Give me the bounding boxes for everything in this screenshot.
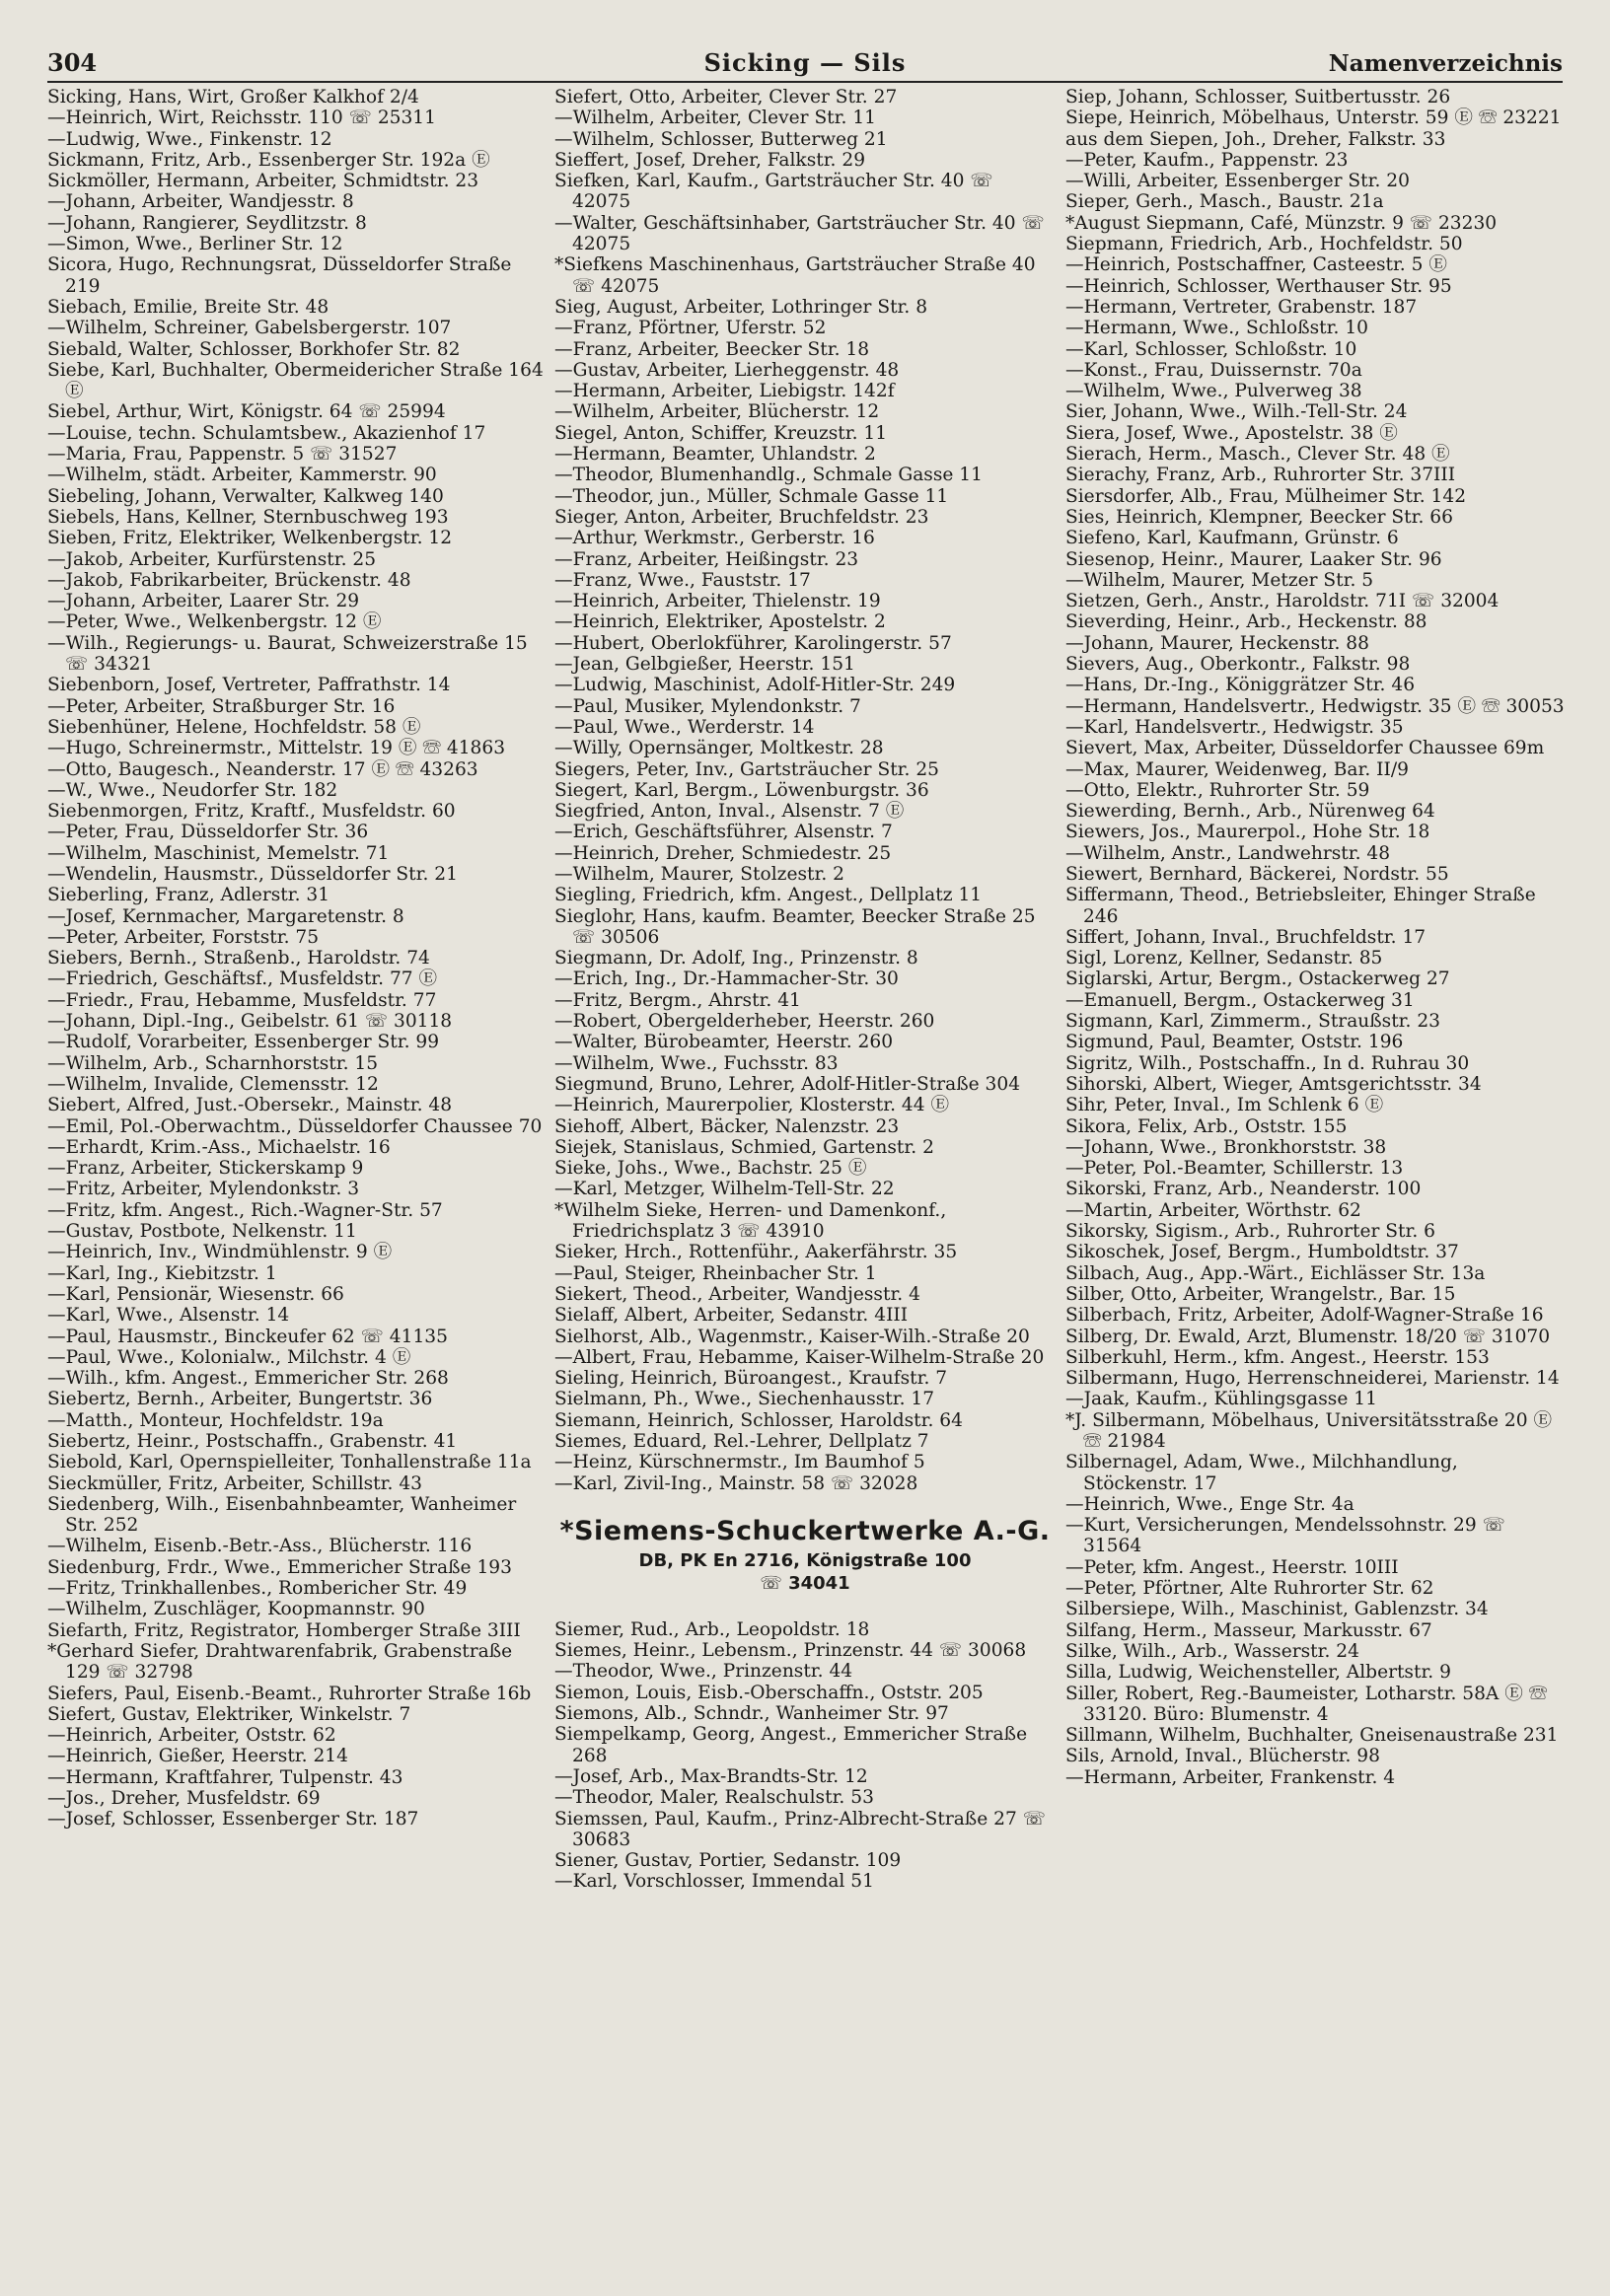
directory-entry: —Heinrich, Arbeiter, Thielenstr. 19 [554, 591, 881, 612]
directory-entry: —Hermann, Handelsvertr., Hedwigstr. 35 Ⓔ ☏ 30053 [1065, 695, 1565, 717]
directory-entry: —Theodor, jun., Müller, Schmale Gasse 11 [554, 485, 949, 507]
directory-entry: —Heinrich, Postschaffner, Casteestr. 5 Ⓔ [1065, 254, 1447, 276]
directory-entry: Siener, Gustav, Portier, Sedanstr. 109 [554, 1850, 902, 1872]
directory-entry: Sielmann, Ph., Wwe., Siechenhausstr. 17 [554, 1389, 935, 1410]
directory-entry: Siefken, Karl, Kaufm., Gartsträucher Str. 40 ☏ 42075 [554, 171, 993, 213]
directory-entry: —Hermann, Vertreter, Grabenstr. 187 [1065, 296, 1418, 318]
directory-entry: Siedenberg, Wilh., Eisenbahnbeamter, Wanheimer Str. 252 [47, 1493, 517, 1537]
directory-entry: Silke, Wilh., Arb., Wasserstr. 24 [1065, 1640, 1359, 1662]
directory-entry: —Karl, Pensionär, Wiesenstr. 66 [47, 1283, 344, 1305]
directory-entry: Siegers, Peter, Inv., Gartsträucher Str. 25 [554, 758, 940, 780]
directory-entry: —Karl, Vorschlosser, Immendal 51 [554, 1871, 874, 1893]
directory-entry: Sieling, Heinrich, Büroangest., Kraufstr. 7 [554, 1368, 948, 1390]
column-2-bottom-entries [554, 1619, 1056, 1893]
directory-entry: Sier, Johann, Wwe., Wilh.-Tell-Str. 24 [1065, 401, 1408, 423]
directory-entry: Siepe, Heinrich, Möbelhaus, Unterstr. 59 Ⓔ ☏ 23221 [1065, 108, 1562, 129]
directory-entry: —Johann, Rangierer, Seydlitzstr. 8 [47, 212, 367, 234]
directory-entry: Sickmöller, Hermann, Arbeiter, Schmidtstr. 23 [47, 171, 479, 192]
directory-entry: —Otto, Baugesch., Neanderstr. 17 Ⓔ ☏ 43263 [47, 758, 478, 780]
directory-entry: Sieger, Anton, Arbeiter, Bruchfeldstr. 23 [554, 506, 929, 528]
directory-entry: —Kurt, Versicherungen, Mendelssohnstr. 29 ☏ 31564 [1065, 1515, 1505, 1557]
directory-entry: —Wilhelm, Zuschläger, Koopmannstr. 90 [47, 1599, 425, 1620]
directory-entry: —Wilhelm, städt. Arbeiter, Kammerstr. 90 [47, 465, 437, 486]
directory-entry: Sieben, Fritz, Elektriker, Welkenbergstr. 12 [47, 528, 453, 549]
directory-entry: Siffert, Johann, Inval., Bruchfeldstr. 17 [1065, 926, 1427, 948]
directory-entry: *J. Silbermann, Möbelhaus, Universitätsstraße 20 Ⓔ ☏ 21984 [1065, 1409, 1553, 1452]
directory-entry: —Johann, Dipl.-Ing., Geibelstr. 61 ☏ 30118 [47, 1011, 453, 1033]
directory-entry: Sieper, Gerh., Masch., Baustr. 21a [1065, 191, 1384, 213]
directory-entry: Silbersiepe, Wilh., Maschinist, Gablenzstr. 34 [1065, 1599, 1489, 1620]
directory-entry: Siebald, Walter, Schlosser, Borkhofer Str. 82 [47, 338, 461, 360]
directory-entry: Sickmann, Fritz, Arb., Essenberger Str. 192a Ⓔ [47, 149, 490, 171]
directory-entry: Silber, Otto, Arbeiter, Wrangelstr., Bar. 15 [1065, 1283, 1456, 1305]
directory-entry: Siegmann, Dr. Adolf, Ing., Prinzenstr. 8 [554, 948, 918, 969]
directory-entry: —Jakob, Arbeiter, Kurfürstenstr. 25 [47, 548, 377, 570]
directory-entry: —Theodor, Maler, Realschulstr. 53 [554, 1787, 874, 1809]
directory-entry: —Ludwig, Wwe., Finkenstr. 12 [47, 128, 332, 150]
directory-entry: —Albert, Frau, Hebamme, Kaiser-Wilhelm-Straße 20 [554, 1346, 1045, 1368]
directory-entry: Siebert, Alfred, Just.-Obersekr., Mainstr. 48 [47, 1095, 453, 1116]
directory-entry: Sikorsky, Sigism., Arb., Ruhrorter Str. 6 [1065, 1221, 1435, 1243]
directory-entry: Siegling, Friedrich, kfm. Angest., Dellplatz 11 [554, 885, 983, 906]
directory-entry: —Karl, Metzger, Wilhelm-Tell-Str. 22 [554, 1179, 895, 1200]
directory-entry: *Siefkens Maschinenhaus, Gartsträucher Straße 40 ☏ 42075 [554, 254, 1036, 297]
directory-entry: —Matth., Monteur, Hochfeldstr. 19a [47, 1409, 384, 1431]
directory-entry: —Heinrich, Elektriker, Apostelstr. 2 [554, 611, 886, 633]
directory-entry: —Jaak, Kaufm., Kühlingsgasse 11 [1065, 1389, 1377, 1410]
directory-entry: Sievert, Max, Arbeiter, Düsseldorfer Chaussee 69m [1065, 738, 1545, 759]
directory-entry: Siebenmorgen, Fritz, Kraftf., Musfeldstr. 60 [47, 801, 456, 823]
directory-entry: —Johann, Arbeiter, Wandjesstr. 8 [47, 191, 354, 213]
directory-entry: Siejek, Stanislaus, Schmied, Gartenstr. 2 [554, 1136, 934, 1158]
directory-entry: —Theodor, Blumenhandlg., Schmale Gasse 11 [554, 465, 983, 486]
directory-entry: —Franz, Arbeiter, Beecker Str. 18 [554, 338, 870, 360]
directory-entry: —Simon, Wwe., Berliner Str. 12 [47, 234, 343, 255]
directory-entry: Silbermann, Hugo, Herrenschneiderei, Marienstr. 14 [1065, 1368, 1560, 1390]
directory-entry: Sihorski, Albert, Wieger, Amtsgerichtsstr. 34 [1065, 1073, 1482, 1095]
directory-entry: Siegmund, Bruno, Lehrer, Adolf-Hitler-Straße 304 [554, 1073, 1021, 1095]
directory-entry: Sielhorst, Alb., Wagenmstr., Kaiser-Wilh.-Straße 20 [554, 1326, 1030, 1347]
directory-entry: —Wilhelm, Wwe., Pulverweg 38 [1065, 381, 1362, 402]
directory-entry: Siefert, Gustav, Elektriker, Winkelstr. 7 [47, 1703, 411, 1725]
directory-entry: —W., Wwe., Neudorfer Str. 182 [47, 779, 338, 801]
directory-entry: Sietzen, Gerh., Anstr., Haroldstr. 71I ☏ 32004 [1065, 591, 1500, 612]
directory-entry: Silbach, Aug., App.-Wärt., Eichlässer Str. 13a [1065, 1262, 1486, 1284]
page-title: Sicking — Sils [703, 48, 907, 77]
directory-entry: —Paul, Steiger, Rheinbacher Str. 1 [554, 1262, 877, 1284]
directory-entry: —Gustav, Postbote, Nelkenstr. 11 [47, 1221, 357, 1243]
directory-entry: —Erich, Ing., Dr.-Hammacher-Str. 30 [554, 969, 899, 990]
directory-entry: Sielaff, Albert, Arbeiter, Sedanstr. 4III [554, 1305, 909, 1327]
directory-entry: Sigl, Lorenz, Kellner, Sedanstr. 85 [1065, 948, 1383, 969]
directory-entry: Siemer, Rud., Arb., Leopoldstr. 18 [554, 1618, 870, 1640]
directory-entry: Siempelkamp, Georg, Angest., Emmericher Straße 268 [554, 1724, 1028, 1766]
directory-entry: —Karl, Zivil-Ing., Mainstr. 58 ☏ 32028 [554, 1472, 918, 1494]
directory-entry: aus dem Siepen, Joh., Dreher, Falkstr. 33 [1065, 128, 1446, 150]
directory-entry: —Ludwig, Maschinist, Adolf-Hitler-Str. 249 [554, 675, 956, 696]
directory-entry: —Heinrich, Gießer, Heerstr. 214 [47, 1746, 348, 1767]
directory-entry: Siep, Johann, Schlosser, Suitbertusstr. 26 [1065, 87, 1451, 108]
directory-entry: —Wilhelm, Anstr., Landwehrstr. 48 [1065, 842, 1391, 864]
directory-entry: Sierach, Herm., Masch., Clever Str. 48 Ⓔ [1065, 444, 1450, 466]
directory-entry: —Peter, kfm. Angest., Heerstr. 10III [1065, 1556, 1399, 1578]
directory-entry: Siepmann, Friedrich, Arb., Hochfeldstr. 50 [1065, 234, 1463, 255]
directory-entry: —Peter, Wwe., Welkenbergstr. 12 Ⓔ [47, 611, 382, 633]
directory-entry: Siegert, Karl, Bergm., Löwenburgstr. 36 [554, 779, 929, 801]
column-3 [1065, 87, 1567, 1788]
directory-entry: —Fritz, Arbeiter, Mylendonkstr. 3 [47, 1179, 360, 1200]
directory-entry: —Hermann, Wwe., Schloßstr. 10 [1065, 318, 1368, 339]
column-1 [47, 87, 546, 1830]
directory-entry: —Johann, Arbeiter, Laarer Str. 29 [47, 591, 360, 612]
directory-entry: —Erich, Geschäftsführer, Alsenstr. 7 [554, 822, 893, 843]
directory-entry: Siebers, Bernh., Straßenb., Haroldstr. 74 [47, 948, 430, 969]
directory-entry: Sies, Heinrich, Klempner, Beecker Str. 66 [1065, 506, 1453, 528]
directory-entry: —Wilhelm, Eisenb.-Betr.-Ass., Blücherstr. 116 [47, 1536, 473, 1557]
directory-entry: —Josef, Kernmacher, Margaretenstr. 8 [47, 905, 404, 927]
directory-entry: Siebe, Karl, Buchhalter, Obermeidericher Straße 164 Ⓔ [47, 359, 544, 402]
directory-entry: —Theodor, Wwe., Prinzenstr. 44 [554, 1661, 853, 1683]
directory-entry: —Wilhelm, Arbeiter, Blücherstr. 12 [554, 401, 880, 423]
directory-entry: Siebold, Karl, Opernspielleiter, Tonhallenstraße 11a [47, 1452, 532, 1473]
directory-entry: —Heinz, Kürschnermstr., Im Baumhof 5 [554, 1452, 925, 1473]
column-2 [554, 87, 1056, 1893]
directory-entry: Siewers, Jos., Maurerpol., Hohe Str. 18 [1065, 822, 1430, 843]
directory-entry: —Karl, Schlosser, Schloßstr. 10 [1065, 338, 1357, 360]
directory-entry: Siemons, Alb., Schndr., Wanheimer Str. 97 [554, 1703, 949, 1725]
directory-entry: Sievers, Aug., Oberkontr., Falkstr. 98 [1065, 654, 1411, 676]
directory-entry: *Wilhelm Sieke, Herren- und Damenkonf., Friedrichsplatz 3 ☏ 43910 [554, 1199, 947, 1243]
directory-entry: —Wilh., Regierungs- u. Baurat, Schweizerstraße 15 ☏ 34321 [47, 632, 528, 676]
directory-entry: —Friedr., Frau, Hebamme, Musfeldstr. 77 [47, 989, 437, 1011]
directory-entry: —Heinrich, Dreher, Schmiedestr. 25 [554, 842, 892, 864]
directory-entry: —Hubert, Oberlokführer, Karolingerstr. 57 [554, 632, 952, 654]
directory-entry: —Hermann, Arbeiter, Liebigstr. 142f [554, 381, 895, 402]
directory-entry: —Robert, Obergelderheber, Heerstr. 260 [554, 1011, 935, 1033]
directory-entry: Siffermann, Theod., Betriebsleiter, Ehinger Straße 246 [1065, 885, 1536, 927]
directory-entry: Siebel, Arthur, Wirt, Königstr. 64 ☏ 25994 [47, 401, 446, 423]
directory-entry: —Peter, Pförtner, Alte Ruhrorter Str. 62 [1065, 1578, 1434, 1600]
directory-entry: Siekert, Theod., Arbeiter, Wandjesstr. 4 [554, 1283, 920, 1305]
directory-entry: Siewerding, Bernh., Arb., Nürenweg 64 [1065, 801, 1435, 823]
advertisement [554, 1516, 1056, 1594]
directory-entry: Siefarth, Fritz, Registrator, Homberger Straße 3III [47, 1619, 521, 1641]
directory-entry: Siersdorfer, Alb., Frau, Mülheimer Str. 142 [1065, 485, 1467, 507]
ad-company-name: *Siemens-Schuckertwerke A.-G. [559, 1515, 1051, 1546]
page-number: 304 [47, 48, 98, 77]
directory-entry: —Emanuell, Bergm., Ostackerweg 31 [1065, 989, 1415, 1011]
directory-entry: Sikora, Felix, Arb., Oststr. 155 [1065, 1115, 1348, 1137]
directory-entry: Sicora, Hugo, Rechnungsrat, Düsseldorfer Straße 219 [47, 254, 512, 297]
directory-entry: —Heinrich, Wirt, Reichsstr. 110 ☏ 25311 [47, 108, 436, 129]
directory-entry: —Wilhelm, Maschinist, Memelstr. 71 [47, 842, 390, 864]
directory-entry: Siegfried, Anton, Inval., Alsenstr. 7 Ⓔ [554, 801, 905, 823]
directory-entry: —Johann, Wwe., Bronkhorststr. 38 [1065, 1136, 1387, 1158]
directory-entry: Sikoschek, Josef, Bergm., Humboldtstr. 37 [1065, 1242, 1459, 1263]
ad-address: DB, PK En 2716, Königstraße 100 [638, 1549, 972, 1571]
directory-entry: —Heinrich, Wwe., Enge Str. 4a [1065, 1493, 1354, 1515]
directory-entry: —Konst., Frau, Duissernstr. 70a [1065, 359, 1362, 381]
directory-entry: —Josef, Schlosser, Essenberger Str. 187 [47, 1809, 419, 1830]
directory-entry: Siemssen, Paul, Kaufm., Prinz-Albrecht-Straße 27 ☏ 30683 [554, 1808, 1046, 1850]
directory-entry: Siewert, Bernhard, Bäckerei, Nordstr. 55 [1065, 863, 1449, 885]
directory-entry: —Jean, Gelbgießer, Heerstr. 151 [554, 654, 855, 676]
directory-entry: —Hermann, Kraftfahrer, Tulpenstr. 43 [47, 1766, 403, 1788]
directory-entry: —Franz, Wwe., Fauststr. 17 [554, 569, 811, 591]
directory-entry: Siebertz, Heinr., Postschaffn., Grabenstr. 41 [47, 1431, 458, 1452]
directory-entry: Siemon, Louis, Eisb.-Oberschaffn., Oststr. 205 [554, 1682, 984, 1703]
directory-entry: —Gustav, Arbeiter, Lierheggenstr. 48 [554, 359, 900, 381]
directory-entry: Sieverding, Heinr., Arb., Heckenstr. 88 [1065, 611, 1427, 633]
directory-entry: —Franz, Arbeiter, Stickerskamp 9 [47, 1158, 364, 1180]
directory-entry: —Rudolf, Vorarbeiter, Essenberger Str. 99 [47, 1032, 440, 1053]
directory-entry: —Willi, Arbeiter, Essenberger Str. 20 [1065, 171, 1410, 192]
directory-entry: Silberbach, Fritz, Arbeiter, Adolf-Wagner-Straße 16 [1065, 1305, 1544, 1327]
directory-entry: *August Siepmann, Café, Münzstr. 9 ☏ 23230 [1065, 212, 1498, 234]
directory-entry: —Willy, Opernsänger, Moltkestr. 28 [554, 738, 884, 759]
directory-entry: Siebels, Hans, Kellner, Sternbuschweg 193 [47, 506, 449, 528]
directory-entry: Sieffert, Josef, Dreher, Falkstr. 29 [554, 149, 866, 171]
directory-entry: —Wilhelm, Maurer, Metzer Str. 5 [1065, 569, 1374, 591]
directory-entry: Siedenburg, Frdr., Wwe., Emmericher Straße 193 [47, 1556, 512, 1578]
directory-entry: Siefert, Otto, Arbeiter, Clever Str. 27 [554, 87, 898, 108]
directory-entry: Siemes, Eduard, Rel.-Lehrer, Dellplatz 7 [554, 1431, 929, 1452]
directory-entry: Sils, Arnold, Inval., Blücherstr. 98 [1065, 1746, 1380, 1767]
directory-entry: —Hugo, Schreinermstr., Mittelstr. 19 Ⓔ ☏ 41863 [47, 738, 506, 759]
directory-entry: —Wilhelm, Wwe., Fuchsstr. 83 [554, 1052, 839, 1074]
directory-entry: Siemes, Heinr., Lebensm., Prinzenstr. 44 ☏ 30068 [554, 1640, 1027, 1662]
directory-entry: —Peter, Pol.-Beamter, Schillerstr. 13 [1065, 1158, 1404, 1180]
directory-entry: Sigmund, Paul, Beamter, Oststr. 196 [1065, 1032, 1404, 1053]
directory-entry: Siller, Robert, Reg.-Baumeister, Lotharstr. 58A Ⓔ ☏ 33120. Büro: Blumenstr. 4 [1065, 1683, 1548, 1725]
directory-entry: —Jakob, Fabrikarbeiter, Brückenstr. 48 [47, 569, 411, 591]
directory-entry: Sieke, Johs., Wwe., Bachstr. 25 Ⓔ [554, 1158, 867, 1180]
directory-entry: —Franz, Arbeiter, Heißingstr. 23 [554, 548, 859, 570]
directory-entry: —Max, Maurer, Weidenweg, Bar. II/9 [1065, 758, 1409, 780]
directory-entry: —Peter, Frau, Düsseldorfer Str. 36 [47, 822, 369, 843]
directory-entry: —Peter, Arbeiter, Forststr. 75 [47, 926, 320, 948]
directory-entry: Sieker, Hrch., Rottenführ., Aakerfährstr. 35 [554, 1242, 958, 1263]
directory-entry: Silbernagel, Adam, Wwe., Milchhandlung, Stöckenstr. 17 [1065, 1452, 1458, 1494]
directory-entry: —Martin, Arbeiter, Wörthstr. 62 [1065, 1199, 1361, 1221]
directory-entry: —Maria, Frau, Pappenstr. 5 ☏ 31527 [47, 444, 398, 466]
directory-entry: —Wilhelm, Maurer, Stolzestr. 2 [554, 863, 844, 885]
directory-entry: Silfang, Herm., Masseur, Markusstr. 67 [1065, 1619, 1432, 1641]
directory-entry: Sillmann, Wilhelm, Buchhalter, Gneisenaustraße 231 [1065, 1725, 1559, 1747]
ad-phone: ☏ 34041 [760, 1572, 850, 1594]
directory-entry: —Paul, Wwe., Werderstr. 14 [554, 716, 815, 738]
section-title: Namenverzeichnis [1328, 50, 1563, 77]
directory-entry: —Paul, Musiker, Mylendonkstr. 7 [554, 695, 861, 717]
directory-entry: Sicking, Hans, Wirt, Großer Kalkhof 2/4 [47, 87, 419, 108]
directory-entry: —Fritz, Bergm., Ahrstr. 41 [554, 989, 801, 1011]
directory-entry: Siesenop, Heinr., Maurer, Laaker Str. 96 [1065, 548, 1442, 570]
directory-entry: Siebach, Emilie, Breite Str. 48 [47, 296, 329, 318]
directory-entry: Sihr, Peter, Inval., Im Schlenk 6 Ⓔ [1065, 1095, 1384, 1116]
directory-entry: —Wilhelm, Arb., Scharnhorststr. 15 [47, 1052, 379, 1074]
directory-entry: Siebertz, Bernh., Arbeiter, Bungertstr. 36 [47, 1389, 433, 1410]
directory-entry: Siemann, Heinrich, Schlosser, Haroldstr. 64 [554, 1409, 963, 1431]
directory-entry: —Walter, Geschäftsinhaber, Gartsträucher Str. 40 ☏ 42075 [554, 212, 1045, 255]
directory-entry: —Hans, Dr.-Ing., Königgrätzer Str. 46 [1065, 675, 1416, 696]
directory-entry: —Erhardt, Krim.-Ass., Michaelstr. 16 [47, 1136, 391, 1158]
directory-entry: Siebeling, Johann, Verwalter, Kalkweg 140 [47, 485, 444, 507]
directory-entry: Siebenhüner, Helene, Hochfeldstr. 58 Ⓔ [47, 716, 421, 738]
directory-entry: —Walter, Bürobeamter, Heerstr. 260 [554, 1032, 894, 1053]
directory-entry: Siebenborn, Josef, Vertreter, Paffrathstr. 14 [47, 675, 451, 696]
directory-entry: —Peter, Kaufm., Pappenstr. 23 [1065, 149, 1349, 171]
directory-entry: —Hermann, Arbeiter, Frankenstr. 4 [1065, 1766, 1396, 1788]
directory-entry: —Karl, Ing., Kiebitzstr. 1 [47, 1262, 277, 1284]
column-2-top-entries [554, 87, 1056, 1494]
directory-entry: Siehoff, Albert, Bäcker, Nalenzstr. 23 [554, 1115, 900, 1137]
directory-entry: —Fritz, Trinkhallenbes., Rombericher Str. 49 [47, 1578, 468, 1600]
directory-entry: —Karl, Wwe., Alsenstr. 14 [47, 1305, 290, 1327]
directory-entry: —Peter, Arbeiter, Straßburger Str. 16 [47, 695, 396, 717]
directory-entry: —Wilhelm, Schreiner, Gabelsbergerstr. 107 [47, 318, 452, 339]
directory-entry: *Gerhard Siefer, Drahtwarenfabrik, Grabenstraße 129 ☏ 32798 [47, 1640, 513, 1684]
directory-entry: —Josef, Arb., Max-Brandts-Str. 12 [554, 1765, 868, 1787]
directory-entry: —Paul, Wwe., Kolonialw., Milchstr. 4 Ⓔ [47, 1346, 411, 1368]
directory-entry: —Louise, techn. Schulamtsbew., Akazienhof 17 [47, 422, 486, 444]
directory-entry: —Wilhelm, Arbeiter, Clever Str. 11 [554, 108, 876, 129]
directory-entry: —Emil, Pol.-Oberwachtm., Düsseldorfer Chaussee 70 [47, 1115, 543, 1137]
directory-entry: —Karl, Handelsvertr., Hedwigstr. 35 [1065, 716, 1404, 738]
directory-entry: —Heinrich, Arbeiter, Oststr. 62 [47, 1725, 336, 1747]
directory-entry: Siefers, Paul, Eisenb.-Beamt., Ruhrorter Straße 16b [47, 1683, 532, 1704]
directory-entry: Silberg, Dr. Ewald, Arzt, Blumenstr. 18/20 ☏ 31070 [1065, 1326, 1551, 1347]
directory-entry: —Johann, Maurer, Heckenstr. 88 [1065, 632, 1369, 654]
directory-entry: —Hermann, Beamter, Uhlandstr. 2 [554, 444, 876, 466]
directory-entry: Sieglohr, Hans, kaufm. Beamter, Beecker Straße 25 ☏ 30506 [554, 905, 1036, 948]
directory-entry: —Jos., Dreher, Musfeldstr. 69 [47, 1788, 321, 1810]
page-header [47, 36, 1563, 83]
directory-entry: Sieberling, Franz, Adlerstr. 31 [47, 885, 330, 906]
directory-entry: —Heinrich, Schlosser, Werthauser Str. 95 [1065, 275, 1452, 297]
directory-entry: Sigritz, Wilh., Postschaffn., In d. Ruhrau 30 [1065, 1052, 1470, 1074]
directory-entry: Silla, Ludwig, Weichensteller, Albertstr. 9 [1065, 1662, 1451, 1684]
directory-entry: Sierachy, Franz, Arb., Ruhrorter Str. 37III [1065, 465, 1456, 486]
directory-entry: —Wilhelm, Schlosser, Butterweg 21 [554, 128, 888, 150]
directory-entry: Sikorski, Franz, Arb., Neanderstr. 100 [1065, 1179, 1422, 1200]
directory-entry: —Franz, Pförtner, Uferstr. 52 [554, 318, 827, 339]
directory-entry: —Arthur, Werkmstr., Gerberstr. 16 [554, 528, 875, 549]
directory-entry: Siglarski, Artur, Bergm., Ostackerweg 27 [1065, 969, 1450, 990]
directory-entry: Siefeno, Karl, Kaufmann, Grünstr. 6 [1065, 528, 1399, 549]
directory-entry: —Heinrich, Inv., Windmühlenstr. 9 Ⓔ [47, 1242, 393, 1263]
directory-entry: —Wilhelm, Invalide, Clemensstr. 12 [47, 1073, 379, 1095]
directory-entry: —Wendelin, Hausmstr., Düsseldorfer Str. 21 [47, 863, 458, 885]
directory-entry: Siera, Josef, Wwe., Apostelstr. 38 Ⓔ [1065, 422, 1398, 444]
directory-entry: Siegel, Anton, Schiffer, Kreuzstr. 11 [554, 422, 888, 444]
directory-entry: —Paul, Hausmstr., Binckeufer 62 ☏ 41135 [47, 1326, 448, 1347]
directory-entry: —Fritz, kfm. Angest., Rich.-Wagner-Str. 57 [47, 1199, 443, 1221]
directory-entry: Sigmann, Karl, Zimmerm., Straußstr. 23 [1065, 1011, 1441, 1033]
directory-entry: Sieg, August, Arbeiter, Lothringer Str. 8 [554, 296, 928, 318]
directory-entry: —Heinrich, Maurerpolier, Klosterstr. 44 Ⓔ [554, 1095, 950, 1116]
directory-entry: Sieckmüller, Fritz, Arbeiter, Schillstr. 43 [47, 1472, 422, 1494]
directory-entry: —Wilh., kfm. Angest., Emmericher Str. 268 [47, 1368, 449, 1390]
directory-entry: Silberkuhl, Herm., kfm. Angest., Heerstr. 153 [1065, 1346, 1490, 1368]
directory-entry: —Otto, Elektr., Ruhrorter Str. 59 [1065, 779, 1370, 801]
directory-entry: —Friedrich, Geschäftsf., Musfeldstr. 77 Ⓔ [47, 969, 438, 990]
